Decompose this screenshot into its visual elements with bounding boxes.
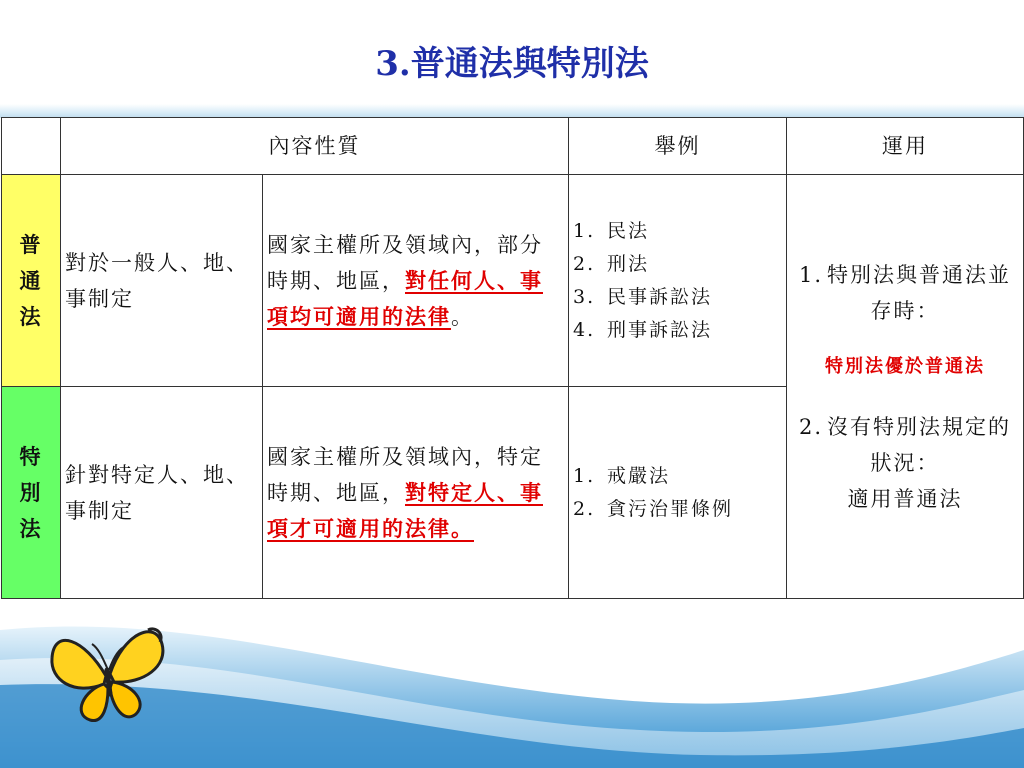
header-content-nature: 內容性質	[61, 118, 569, 175]
header-examples: 舉例	[569, 118, 787, 175]
examples-cell	[569, 387, 787, 599]
usage-item-1-result: 特別法優於普通法	[825, 355, 985, 377]
nature-emphasis: 對任何人、事項均可適用的法律	[267, 267, 543, 329]
list-item: 1. 民法	[573, 219, 650, 242]
butterfly-icon	[44, 618, 174, 728]
row-label-special-law: 特 別 法	[2, 387, 61, 599]
examples-list	[573, 215, 782, 347]
examples-list	[573, 460, 782, 526]
scope-cell: 對於一般人、地、事制定	[61, 175, 263, 387]
row-label-common-law: 普 通 法	[2, 175, 61, 387]
list-item: 1. 戒嚴法	[573, 464, 671, 487]
examples-cell	[569, 175, 787, 387]
usage-cell	[787, 175, 1024, 599]
list-item: 2. 刑法	[573, 252, 650, 275]
usage-item-2-result: 適用普通法	[847, 486, 963, 511]
usage-item-2: 2. 沒有特別法規定的狀況：	[798, 414, 1012, 475]
usage-item-1: 1. 特別法與普通法並存時：	[798, 262, 1012, 323]
header-usage: 運用	[787, 118, 1024, 175]
slide-title: 3.普通法與特別法	[375, 44, 649, 84]
scope-cell: 針對特定人、地、事制定	[61, 387, 263, 599]
comparison-table	[1, 117, 1024, 599]
table-row-common-law	[2, 175, 1024, 387]
nature-cell: 國家主權所及領域內，部分時期、地區，對任何人、事項均可適用的法律。	[263, 175, 569, 387]
nature-emphasis: 對特定人、事項才可適用的法律。	[267, 479, 543, 541]
nature-cell: 國家主權所及領域內，特定時期、地區，對特定人、事項才可適用的法律。	[263, 387, 569, 599]
header-corner-cell	[2, 118, 61, 175]
top-decor-band	[0, 104, 1024, 118]
table-header-row	[2, 118, 1024, 175]
list-item: 4. 刑事訴訟法	[573, 318, 713, 341]
list-item: 2. 貪污治罪條例	[573, 497, 734, 520]
list-item: 3. 民事訴訟法	[573, 285, 713, 308]
